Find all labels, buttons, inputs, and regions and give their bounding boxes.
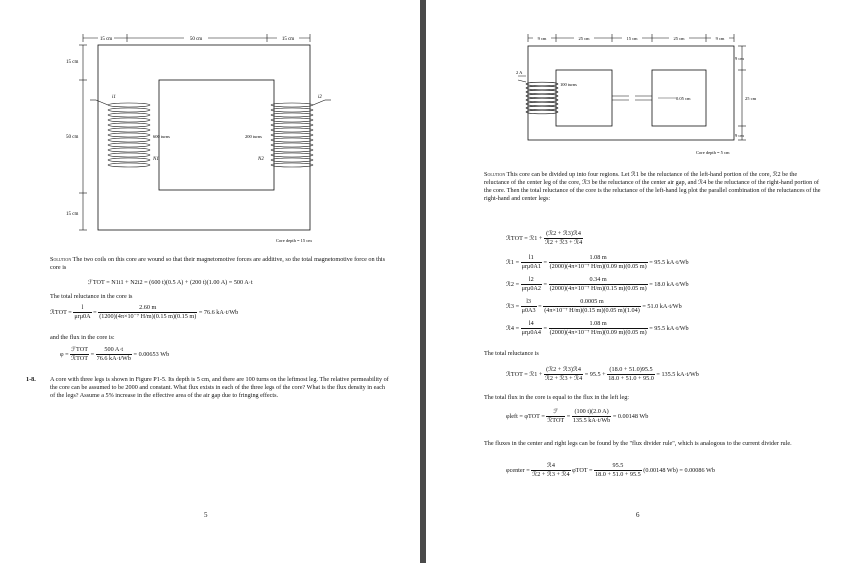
solution-label: Solution	[50, 256, 72, 263]
denominator: μ0A3	[521, 307, 536, 314]
label-core-depth: Core depth = 5 cm	[696, 150, 730, 155]
denominator: (4π×10⁻⁷ H/m)(0.15 m)(0.05 m)(1.04)	[544, 307, 640, 314]
dim-top-1: 15 cm	[99, 37, 113, 42]
r1-equation: ℛ1 = $\frac{l1}{\text{μrμ0A1}}$ = $\frac{1.08 m}{\text{(2000)(4π×10⁻⁷ H/m)(0.09 m)(0.05 m)}}$ = 95.5 kA·t/Wb	[506, 254, 689, 270]
label-gap: 0.05 cm	[676, 96, 691, 101]
flux-divider-text: The fluxes in the center and right legs can be found by the "flux divider rule", which is analogous to the current divider rule.	[484, 440, 792, 447]
eq-result: (0.00148 Wb) = 0.00086 Wb	[643, 466, 715, 474]
reluctance-intro: The total reluctance in the core is	[50, 293, 133, 300]
denominator: 18.0 + 51.0 + 95.5	[595, 471, 641, 478]
problem-text: A core with three legs is shown in Figure P1-5. Its depth is 5 cm, and there are 100 turns on the leftmost leg. The relative permeability of the core can be assumed to be 2000 and constant. What flux exists in each of the three legs of the core? What is the flux density in each of the legs? Assume a 5% increase in the effective area of the air gap due to fringing effects.	[50, 376, 389, 399]
dim-top-2: 50 cm	[189, 37, 203, 42]
numerator: ℱTOT	[71, 346, 88, 353]
numerator: l3	[521, 298, 537, 307]
flux-equation: φ = $\frac{\text{ℱTOT}}{\text{ℛTOT}}$ = $\frac{500 A\cdot t}{76.6 kA\cdot t/Wb}$ = 0.00653 Wb	[60, 346, 170, 362]
fraction	[549, 254, 648, 271]
left-flux-equation	[506, 408, 648, 425]
eq-lhs: φleft = φTOT =	[506, 412, 545, 420]
eq-result: = 95.5 kA·t/Wb	[649, 258, 689, 266]
eq-lhs: ℛ4 =	[506, 324, 520, 332]
eq-mid: = 95.5 +	[584, 370, 606, 378]
numerator: 500 A·t	[96, 346, 132, 355]
numerator: 2.60 m	[98, 304, 197, 313]
fraction	[549, 320, 648, 337]
problem-number: 1-8.	[26, 376, 36, 383]
eq-result: = 76.6 kA·t/Wb	[198, 308, 239, 316]
solution-text: The two coils on this core are wound so that their magnetomotive forces are additive, so the total magnetomotive force on this core is	[50, 256, 386, 271]
fraction	[594, 462, 642, 479]
eq-sign: =	[93, 308, 97, 316]
numerator: (18.0 + 51.0)95.5	[607, 366, 655, 375]
dim-top-3: 15 cm	[626, 36, 638, 41]
solution-label: Solution	[484, 171, 506, 178]
denominator: (2000)(4π×10⁻⁷ H/m)(0.09 m)(0.05 m)	[549, 263, 647, 270]
denominator: ℛ2 + ℛ3 + ℛ4	[532, 471, 570, 478]
eq-lhs: ℛTOT =	[50, 308, 72, 316]
eq-lhs: ℛTOT = ℛ1 +	[506, 370, 543, 378]
label-i1: i1	[112, 95, 116, 100]
figure-two-coil-core	[66, 30, 340, 245]
fraction	[521, 276, 542, 293]
fraction	[98, 304, 197, 321]
reluctance-equation	[50, 304, 238, 321]
total-reluctance-intro: The total reluctance is	[484, 350, 539, 357]
r2-equation: ℛ2 = $\frac{l2}{\text{μrμ0A2}}$ = $\frac{0.34 m}{\text{(2000)(4π×10⁻⁷ H/m)(0.15 m)(0.05 m)}}$ = 18.0 kA·t/Wb	[506, 276, 689, 292]
denominator: ℛTOT	[71, 355, 89, 362]
dim-right-3: 9 cm	[735, 133, 744, 138]
numerator: ℱ	[546, 408, 565, 417]
denominator: ℛ2 + ℛ3 + ℛ4	[544, 375, 583, 382]
solution-text: This core can be divided up into four regions. Let ℛ1 be the reluctance of the left-hand portion of the core, ℛ2 be the reluctance of the center leg of the core, ℛ3 be the reluctance of the center air gap, and ℛ4 be the reluctance of the right-hand portion of the core. Then the total reluctance of the core is the reluctance of the left-hand leg plot the parallel combination of the reluctances of the right-hand and center legs:	[484, 171, 821, 202]
label-current: 2 A	[516, 70, 523, 75]
eq-mid: φTOT =	[572, 466, 593, 474]
eq-result: = 0.00653 Wb	[133, 350, 170, 358]
denominator: μrμ0A2	[521, 285, 541, 292]
dim-right-2: 25 cm	[745, 96, 757, 101]
dim-top-2: 25 cm	[578, 36, 590, 41]
eq-lhs: φcenter =	[506, 466, 530, 474]
eq-lhs: φ =	[60, 350, 69, 358]
fraction	[521, 254, 542, 271]
label-turns-left: 600 turns	[153, 134, 170, 139]
dim-top-3: 15 cm	[281, 37, 295, 42]
denominator: μrμ0A	[74, 313, 91, 320]
eq-lhs: ℛ1 =	[506, 258, 520, 266]
total-flux-intro: The total flux in the core is equal to the flux in the left leg:	[484, 394, 630, 401]
dim-top-1: 9 cm	[537, 36, 547, 41]
coil	[518, 80, 558, 114]
fraction	[572, 408, 611, 425]
page-number: 6	[636, 511, 640, 519]
numerator: 1.08 m	[549, 320, 648, 329]
denominator: μrμ0A4	[521, 329, 541, 336]
fraction	[521, 320, 542, 337]
denominator: ℛ2 + ℛ3 + ℛ4	[544, 239, 583, 246]
denominator: (2000)(4π×10⁻⁷ H/m)(0.09 m)(0.05 m)	[549, 329, 647, 336]
denominator: μrμ0A1	[521, 263, 541, 270]
dim-top-4: 25 cm	[673, 36, 685, 41]
dim-left-2: 50 cm	[66, 135, 79, 140]
fraction	[543, 298, 641, 315]
denominator: (2000)(4π×10⁻⁷ H/m)(0.15 m)(0.05 m)	[549, 285, 647, 292]
numerator: ℛ4	[531, 462, 570, 471]
dim-left-1: 15 cm	[66, 60, 79, 65]
left-coil	[90, 100, 150, 167]
fraction	[521, 298, 537, 315]
denominator: 135.5 kA·t/Wb	[572, 417, 611, 424]
fraction	[546, 408, 565, 425]
fraction	[73, 304, 91, 321]
r4-equation: ℛ4 = $\frac{l4}{\text{μrμ0A4}}$ = $\frac{1.08 m}{\text{(2000)(4π×10⁻⁷ H/m)(0.09 m)(0.05 m)}}$ = 95.5 kA·t/Wb	[506, 320, 689, 336]
center-flux-equation	[506, 462, 715, 479]
denominator: 18.0 + 51.0 + 95.0	[608, 375, 654, 382]
total-reluctance-equation	[506, 366, 699, 383]
page-6	[426, 0, 846, 563]
eq-result: = 135.5 kA·t/Wb	[656, 370, 699, 378]
numerator: 0.34 m	[549, 276, 648, 285]
total-reluctance-formula	[506, 230, 583, 247]
dim-left-3: 15 cm	[66, 212, 79, 217]
numerator: (ℛ2 + ℛ3)ℛ4	[544, 230, 583, 239]
eq-lhs: ℛ3 =	[506, 302, 520, 310]
fraction	[96, 346, 132, 363]
numerator: l1	[521, 254, 542, 263]
solution-paragraph	[484, 171, 824, 203]
numerator: l	[73, 304, 91, 313]
figure-three-leg-core	[516, 30, 776, 162]
label-turns: 100 turns	[560, 82, 577, 87]
page-number: 5	[204, 511, 208, 519]
label-i2: i2	[318, 95, 322, 100]
dim-right-1: 9 cm	[735, 56, 744, 61]
dim-top-5: 9 cm	[715, 36, 725, 41]
page-5	[0, 0, 420, 563]
numerator: 95.5	[594, 462, 642, 471]
fraction	[607, 366, 655, 383]
eq-result: = 95.5 kA·t/Wb	[649, 324, 689, 332]
flux-intro: and the flux in the core is:	[50, 334, 115, 341]
label-core-depth: Core depth = 15 cm	[276, 238, 312, 243]
eq-lhs: ℛ2 =	[506, 280, 520, 288]
denominator: (1200)(4π×10⁻⁷ H/m)(0.15 m)(0.15 m)	[99, 313, 197, 320]
numerator: (ℛ2 + ℛ3)ℛ4	[544, 366, 583, 375]
solution-paragraph	[50, 256, 390, 272]
label-turns-right: 200 turns	[245, 134, 262, 139]
numerator: l2	[521, 276, 542, 285]
eq-lhs: ℛTOT = ℛ1 +	[506, 234, 543, 242]
eq-result: = 51.0 kA·t/Wb	[642, 302, 682, 310]
fraction	[531, 462, 570, 479]
numerator: 0.0005 m	[543, 298, 641, 307]
fraction	[70, 346, 89, 363]
numerator: l4	[521, 320, 542, 329]
fraction	[544, 230, 583, 247]
eq-sign: =	[566, 412, 571, 420]
fraction	[544, 366, 583, 383]
denominator: 76.6 kA·t/Wb	[96, 355, 131, 362]
label-n2: N2	[258, 157, 264, 162]
fraction	[549, 276, 648, 293]
numerator: (100 t)(2.0 A)	[572, 408, 611, 417]
mmf-equation: ℱTOT = N1i1 + N2i2 = (600 t)(0.5 A) + (200 t)(1.00 A) = 500 A·t	[88, 279, 253, 286]
label-n1: N1	[153, 157, 159, 162]
r3-equation: ℛ3 = $\frac{l3}{\mu 0A3}$ = $\frac{0.0005 m}{\text{(4π×10⁻⁷ H/m)(0.15 m)(0.05 m)(1.04)}}$ = 51.0 kA·t/Wb	[506, 298, 682, 314]
eq-result: = 0.00148 Wb	[612, 412, 649, 420]
numerator: 1.08 m	[549, 254, 648, 263]
right-coil	[271, 100, 331, 167]
denominator: ℛTOT	[547, 417, 565, 424]
eq-result: = 18.0 kA·t/Wb	[649, 280, 689, 288]
